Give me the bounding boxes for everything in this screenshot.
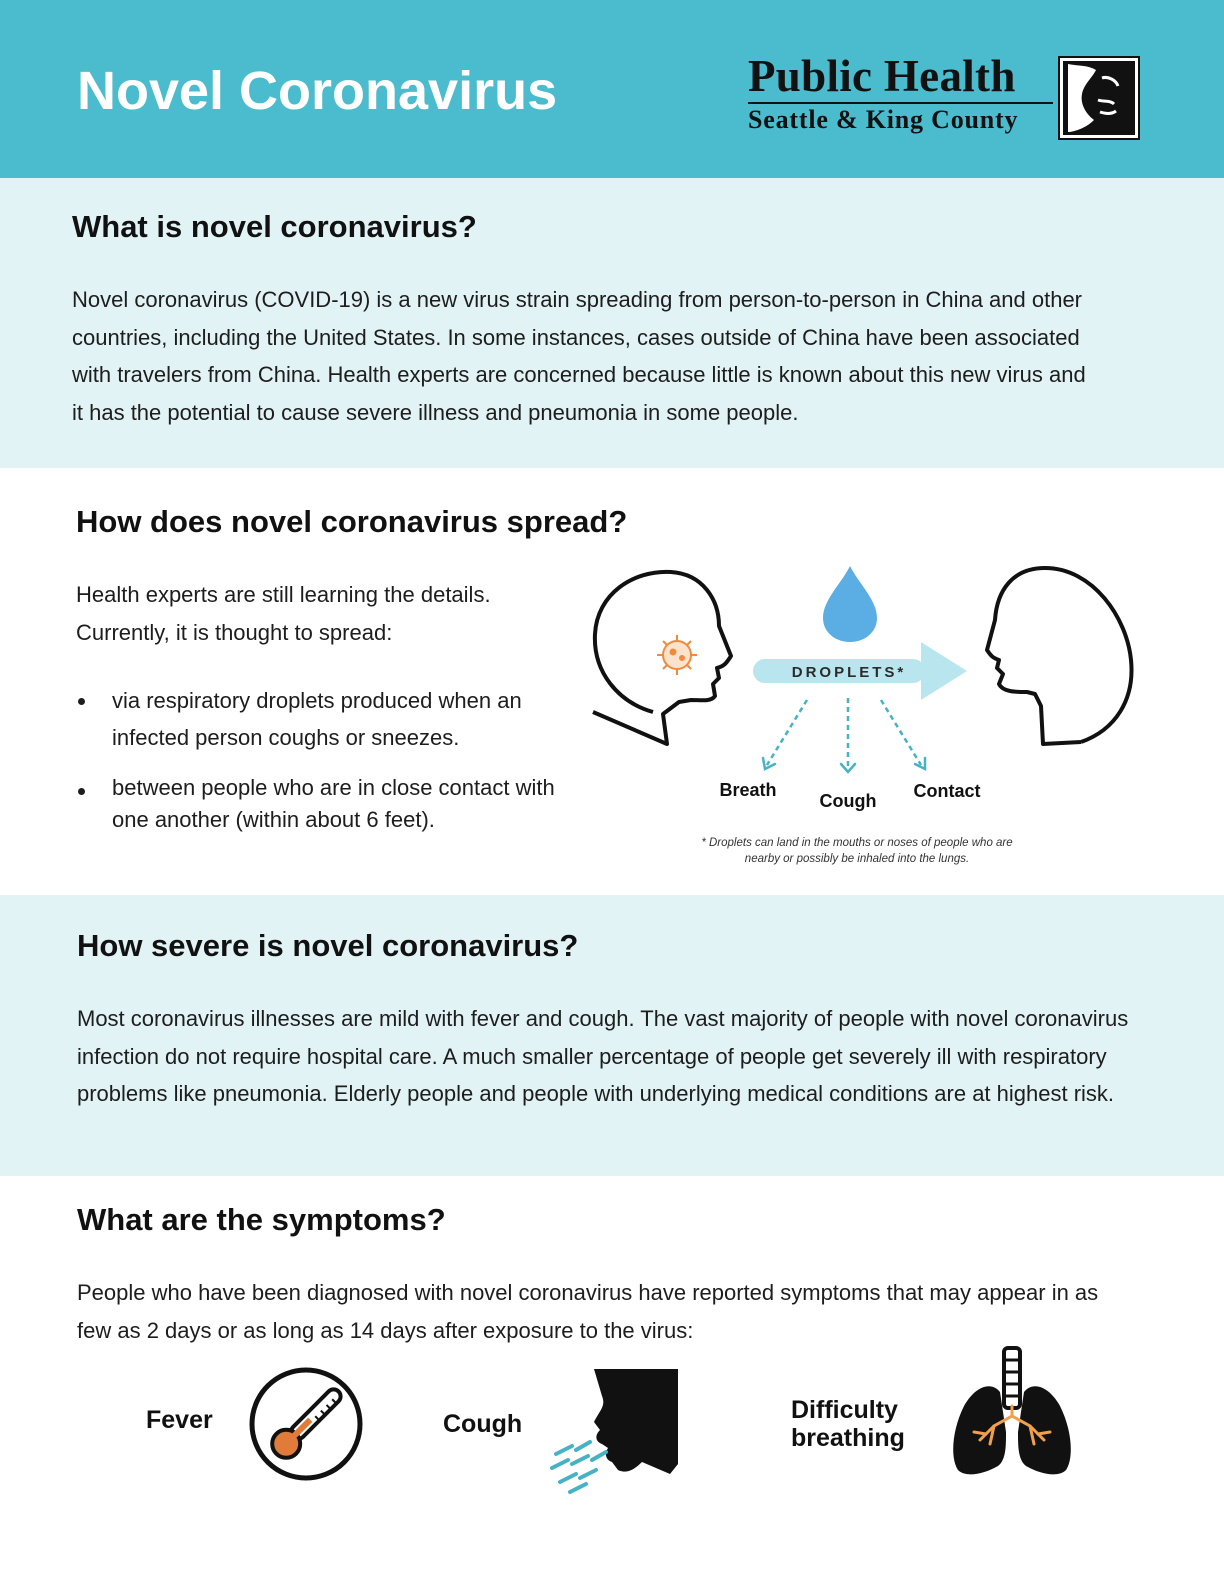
symptom-breathing-label-line1: Difficulty — [791, 1396, 898, 1424]
section-symptoms-body: People who have been diagnosed with novel coronavirus have reported symptoms that may appear in as few as 2 days or as long as 14 days after exposure to the virus: — [77, 1280, 1099, 1343]
symptom-breathing-label-line2: breathing — [791, 1424, 905, 1452]
section-severe-heading: How severe is novel coronavirus? — [77, 928, 579, 963]
list-item: between people who are in close contact with one another (within about 6 feet). — [76, 772, 566, 836]
symptom-fever-label: Fever — [146, 1406, 213, 1434]
section-what-heading: What is novel coronavirus? — [72, 209, 477, 244]
exposed-head-icon — [987, 568, 1132, 744]
route-contact-label: Contact — [913, 781, 981, 801]
logo-rule — [748, 102, 1053, 104]
logo-portrait-icon — [1058, 56, 1140, 140]
lungs-icon — [950, 1344, 1074, 1480]
droplet-spread-diagram — [583, 560, 1143, 880]
section-symptoms-heading: What are the symptoms? — [77, 1202, 446, 1237]
section-what-body: Novel coronavirus (COVID-19) is a new virus strain spreading from person-to-person in China and other countries, including the United States. In some instances, cases outside of China have been associated with travelers from China. Health experts are concerned because little is known about this new virus and it has the potential to cause severe illness and pneumonia in some people. — [72, 287, 1086, 425]
route-cough-label: Cough — [819, 791, 877, 811]
droplets-label: DROPLETS* — [791, 664, 907, 681]
section-spread-heading: How does novel coronavirus spread? — [76, 504, 628, 539]
page-title: Novel Coronavirus — [77, 61, 558, 121]
route-breath-label: Breath — [719, 780, 777, 800]
thermometer-icon — [248, 1366, 364, 1482]
infected-head-icon — [593, 572, 731, 744]
virus-icon — [657, 635, 697, 675]
list-item: via respiratory droplets produced when an infected person coughs or sneezes. — [76, 682, 566, 756]
diagram-footnote-line2: nearby or possibly be inhaled into the lungs. — [744, 853, 970, 865]
section-spread-intro: Health experts are still learning the details. Currently, it is thought to spread: — [76, 582, 491, 645]
diagram-footnote-line1: * Droplets can land in the mouths or noses of people who are — [701, 837, 1013, 849]
section-severe-body: Most coronavirus illnesses are mild with fever and cough. The vast majority of people with novel coronavirus infection do not require hospital care. A much smaller percentage of people get severely ill with respiratory problems like pneumonia. Elderly people and people with underlying medical conditions are at highest risk. — [77, 1006, 1129, 1106]
spread-bullet-list — [76, 682, 566, 836]
page-header — [0, 0, 1224, 178]
droplet-icon — [823, 566, 877, 642]
logo-title: Public Health — [748, 51, 1016, 101]
cough-icon — [546, 1366, 686, 1496]
symptom-cough-label: Cough — [443, 1410, 523, 1438]
public-health-logo — [748, 51, 1142, 140]
logo-subtitle: Seattle & King County — [748, 105, 1019, 134]
